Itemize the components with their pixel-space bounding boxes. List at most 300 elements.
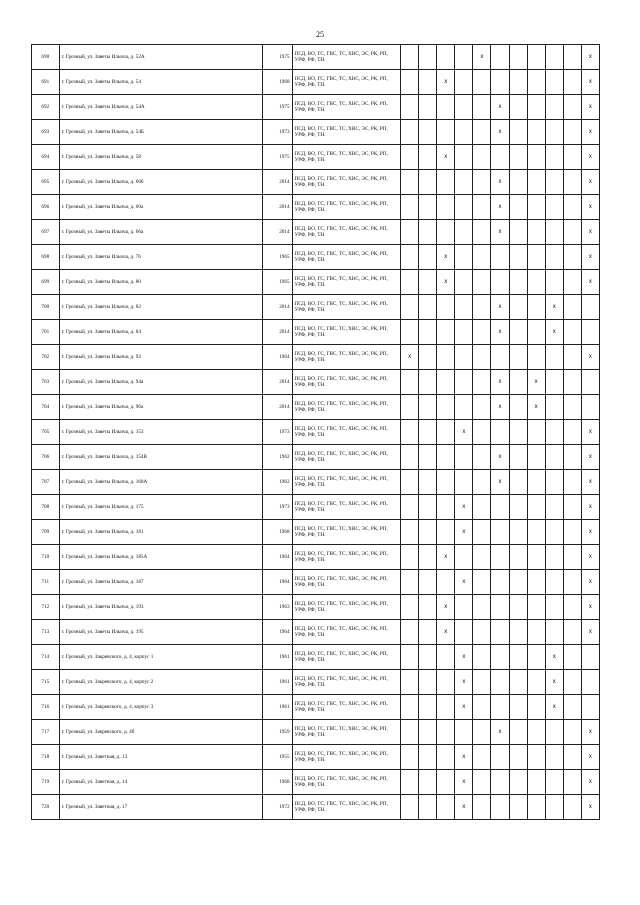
- mark-x: x: [491, 720, 509, 745]
- mark-cell: [473, 320, 491, 345]
- address-cell: г. Грозный, ул. Заветы Ильича, д. 195: [59, 620, 262, 645]
- mark-cell: [563, 45, 581, 70]
- mark-cell: [401, 120, 419, 145]
- mark-cell: [473, 770, 491, 795]
- mark-cell: [455, 620, 473, 645]
- mark-x: x: [545, 670, 563, 695]
- mark-cell: [473, 120, 491, 145]
- systems-cell: ПСД, ВО, ГС, ГВС, ТС, ХВС, ЭС, РК, РП, УРФ, РФ, ТН.: [292, 795, 400, 820]
- row-number: 696: [32, 195, 60, 220]
- mark-cell: [401, 395, 419, 420]
- mark-cell: [491, 795, 509, 820]
- mark-cell: [545, 395, 563, 420]
- table-row: [32, 620, 600, 645]
- address-cell: г. Грозный, ул. Заветы Ильича, д. 80: [59, 270, 262, 295]
- mark-cell: [437, 395, 455, 420]
- mark-cell: [509, 695, 527, 720]
- mark-cell: [419, 445, 437, 470]
- mark-cell: [527, 195, 545, 220]
- mark-cell: [563, 670, 581, 695]
- mark-cell: [401, 545, 419, 570]
- mark-cell: [473, 720, 491, 745]
- mark-cell: [437, 195, 455, 220]
- address-cell: г. Грозный, ул. Заветы Ильича, д. 96а: [59, 395, 262, 420]
- mark-x: x: [491, 120, 509, 145]
- mark-cell: [419, 70, 437, 95]
- mark-cell: [545, 345, 563, 370]
- mark-cell: [437, 570, 455, 595]
- year-cell: 1961: [262, 645, 292, 670]
- mark-cell: [473, 695, 491, 720]
- year-cell: 1963: [262, 595, 292, 620]
- mark-cell: [473, 495, 491, 520]
- year-cell: 1965: [262, 245, 292, 270]
- mark-cell: [563, 570, 581, 595]
- mark-cell: [491, 420, 509, 445]
- mark-cell: [455, 245, 473, 270]
- mark-cell: [563, 545, 581, 570]
- table-row: [32, 645, 600, 670]
- address-cell: г. Грозный, ул. Заветная, д. 13: [59, 745, 262, 770]
- mark-cell: [419, 395, 437, 420]
- address-cell: г. Грозный, ул. Заветы Ильича, д. 54Б: [59, 120, 262, 145]
- page-number: 25: [316, 30, 324, 39]
- mark-cell: [437, 520, 455, 545]
- mark-cell: [527, 545, 545, 570]
- mark-cell: [491, 270, 509, 295]
- mark-x: x: [455, 770, 473, 795]
- table-row: [32, 770, 600, 795]
- mark-cell: [545, 495, 563, 520]
- table-row: [32, 695, 600, 720]
- row-number: 708: [32, 495, 60, 520]
- mark-cell: [527, 645, 545, 670]
- row-number: 693: [32, 120, 60, 145]
- mark-x: x: [437, 595, 455, 620]
- table-row: [32, 345, 600, 370]
- mark-cell: [437, 745, 455, 770]
- address-cell: г. Грозный, ул. Заветы Ильича, д. 84: [59, 320, 262, 345]
- mark-cell: [401, 620, 419, 645]
- table-row: [32, 420, 600, 445]
- mark-cell: [545, 245, 563, 270]
- mark-cell: [545, 420, 563, 445]
- mark-cell: [563, 395, 581, 420]
- mark-cell: [491, 695, 509, 720]
- mark-x: x: [581, 620, 599, 645]
- mark-cell: [455, 195, 473, 220]
- mark-cell: [509, 395, 527, 420]
- mark-cell: [527, 220, 545, 245]
- mark-cell: [527, 470, 545, 495]
- mark-cell: [563, 645, 581, 670]
- mark-cell: [455, 395, 473, 420]
- row-number: 692: [32, 95, 60, 120]
- systems-cell: ПСД, ВО, ГС, ГВС, ТС, ХВС, ЭС, РК, РП, УРФ, РФ, ТН.: [292, 670, 400, 695]
- mark-cell: [545, 370, 563, 395]
- systems-cell: ПСД, ВО, ГС, ГВС, ТС, ХВС, ЭС, РК, РП, УРФ, РФ, ТН.: [292, 245, 400, 270]
- mark-cell: [491, 770, 509, 795]
- mark-x: x: [437, 145, 455, 170]
- mark-cell: [473, 570, 491, 595]
- mark-x: x: [581, 270, 599, 295]
- table-row: [32, 370, 600, 395]
- mark-cell: [563, 745, 581, 770]
- mark-cell: [401, 595, 419, 620]
- mark-cell: [437, 795, 455, 820]
- table-row: [32, 670, 600, 695]
- address-cell: г. Грозный, ул. Заветы Ильича, д. 54: [59, 70, 262, 95]
- mark-x: x: [581, 220, 599, 245]
- mark-cell: [509, 420, 527, 445]
- row-number: 714: [32, 645, 60, 670]
- mark-cell: [473, 395, 491, 420]
- mark-x: x: [401, 345, 419, 370]
- mark-cell: [473, 70, 491, 95]
- mark-cell: [419, 595, 437, 620]
- mark-cell: [419, 745, 437, 770]
- mark-cell: [545, 170, 563, 195]
- table-row: [32, 745, 600, 770]
- mark-cell: [545, 120, 563, 145]
- mark-x: x: [581, 570, 599, 595]
- mark-cell: [455, 220, 473, 245]
- address-cell: г. Грозный, ул. Заветы Ильича, д. 154В: [59, 445, 262, 470]
- mark-cell: [491, 495, 509, 520]
- systems-cell: ПСД, ВО, ГС, ГВС, ТС, ХВС, ЭС, РК, РП, УРФ, РФ, ТН.: [292, 320, 400, 345]
- address-cell: г. Грозный, ул. Заветы Ильича, д. 52А: [59, 45, 262, 70]
- mark-cell: [509, 770, 527, 795]
- table-row: [32, 95, 600, 120]
- mark-cell: [455, 70, 473, 95]
- mark-cell: [545, 270, 563, 295]
- address-cell: г. Грозный, ул. Заветы Ильича, д. 185А: [59, 545, 262, 570]
- mark-cell: [455, 270, 473, 295]
- mark-cell: [545, 70, 563, 95]
- mark-cell: [401, 570, 419, 595]
- mark-x: x: [491, 95, 509, 120]
- mark-cell: [581, 370, 599, 395]
- mark-cell: [401, 245, 419, 270]
- mark-x: x: [455, 645, 473, 670]
- mark-cell: [581, 645, 599, 670]
- mark-x: x: [491, 320, 509, 345]
- mark-cell: [473, 195, 491, 220]
- mark-cell: [455, 470, 473, 495]
- mark-cell: [419, 470, 437, 495]
- row-number: 699: [32, 270, 60, 295]
- systems-cell: ПСД, ВО, ГС, ГВС, ТС, ХВС, ЭС, РК, РП, УРФ, РФ, ТН.: [292, 545, 400, 570]
- address-cell: г. Грозный, ул. Заветы Ильича, д. 58: [59, 145, 262, 170]
- address-cell: г. Грозный, ул. Закревского, д. 4б: [59, 720, 262, 745]
- address-cell: г. Грозный, ул. Заветы Ильича, д. 160А: [59, 470, 262, 495]
- mark-cell: [473, 95, 491, 120]
- year-cell: 1973: [262, 420, 292, 445]
- mark-cell: [527, 145, 545, 170]
- row-number: 700: [32, 295, 60, 320]
- year-cell: 1961: [262, 695, 292, 720]
- mark-x: x: [437, 620, 455, 645]
- mark-x: x: [581, 545, 599, 570]
- mark-x: x: [491, 170, 509, 195]
- mark-cell: [455, 345, 473, 370]
- mark-cell: [473, 645, 491, 670]
- year-cell: 1964: [262, 620, 292, 645]
- mark-cell: [509, 595, 527, 620]
- mark-cell: [419, 370, 437, 395]
- mark-cell: [563, 795, 581, 820]
- mark-cell: [455, 595, 473, 620]
- mark-cell: [527, 420, 545, 445]
- mark-cell: [419, 645, 437, 670]
- mark-cell: [563, 345, 581, 370]
- mark-cell: [437, 645, 455, 670]
- mark-cell: [509, 745, 527, 770]
- mark-cell: [527, 720, 545, 745]
- row-number: 711: [32, 570, 60, 595]
- mark-x: x: [581, 45, 599, 70]
- mark-cell: [455, 295, 473, 320]
- mark-x: x: [455, 795, 473, 820]
- mark-cell: [491, 70, 509, 95]
- mark-cell: [527, 695, 545, 720]
- mark-x: x: [437, 545, 455, 570]
- mark-cell: [419, 320, 437, 345]
- mark-cell: [419, 295, 437, 320]
- mark-cell: [509, 620, 527, 645]
- mark-cell: [491, 645, 509, 670]
- mark-cell: [581, 395, 599, 420]
- table-row: [32, 545, 600, 570]
- mark-cell: [419, 195, 437, 220]
- mark-cell: [401, 295, 419, 320]
- systems-cell: ПСД, ВО, ГС, ГВС, ТС, ХВС, ЭС, РК, РП, УРФ, РФ, ТН.: [292, 270, 400, 295]
- mark-x: x: [545, 320, 563, 345]
- mark-cell: [527, 245, 545, 270]
- systems-cell: ПСД, ВО, ГС, ГВС, ТС, ХВС, ЭС, РК, РП, УРФ, РФ, ТН.: [292, 470, 400, 495]
- mark-cell: [509, 495, 527, 520]
- mark-cell: [401, 270, 419, 295]
- mark-cell: [509, 320, 527, 345]
- table-row: [32, 570, 600, 595]
- year-cell: 1968: [262, 70, 292, 95]
- mark-cell: [563, 120, 581, 145]
- mark-x: x: [581, 120, 599, 145]
- mark-cell: [491, 570, 509, 595]
- mark-cell: [545, 720, 563, 745]
- table-row: [32, 170, 600, 195]
- address-cell: г. Грозный, ул. Заветы Ильича, д. 181: [59, 520, 262, 545]
- mark-cell: [509, 545, 527, 570]
- address-cell: г. Грозный, ул. Заветы Ильича, д. 82: [59, 295, 262, 320]
- row-number: 716: [32, 695, 60, 720]
- table-row: [32, 795, 600, 820]
- mark-cell: [473, 420, 491, 445]
- row-number: 715: [32, 670, 60, 695]
- mark-cell: [401, 520, 419, 545]
- year-cell: 1962: [262, 470, 292, 495]
- mark-cell: [545, 770, 563, 795]
- mark-cell: [509, 45, 527, 70]
- mark-cell: [491, 545, 509, 570]
- year-cell: 1968: [262, 770, 292, 795]
- table-row: [32, 520, 600, 545]
- mark-cell: [563, 95, 581, 120]
- mark-x: x: [527, 395, 545, 420]
- mark-x: x: [545, 295, 563, 320]
- row-number: 718: [32, 745, 60, 770]
- mark-cell: [419, 620, 437, 645]
- mark-cell: [563, 320, 581, 345]
- mark-cell: [545, 595, 563, 620]
- mark-x: x: [581, 520, 599, 545]
- table-row: [32, 470, 600, 495]
- mark-cell: [419, 720, 437, 745]
- systems-cell: ПСД, ВО, ГС, ГВС, ТС, ХВС, ЭС, РК, РП, УРФ, РФ, ТН.: [292, 695, 400, 720]
- mark-cell: [401, 745, 419, 770]
- mark-cell: [437, 370, 455, 395]
- mark-cell: [401, 220, 419, 245]
- mark-cell: [509, 570, 527, 595]
- mark-x: x: [545, 645, 563, 670]
- systems-cell: ПСД, ВО, ГС, ГВС, ТС, ХВС, ЭС, РК, РП, УРФ, РФ, ТН.: [292, 195, 400, 220]
- year-cell: 1965: [262, 270, 292, 295]
- year-cell: 1961: [262, 670, 292, 695]
- systems-cell: ПСД, ВО, ГС, ГВС, ТС, ХВС, ЭС, РК, РП, УРФ, РФ, ТН.: [292, 520, 400, 545]
- mark-x: x: [437, 270, 455, 295]
- buildings-table: [31, 44, 600, 820]
- table-row: [32, 220, 600, 245]
- address-cell: г. Грозный, ул. Заветы Ильича, д. 66а: [59, 220, 262, 245]
- systems-cell: ПСД, ВО, ГС, ГВС, ТС, ХВС, ЭС, РК, РП, УРФ, РФ, ТН.: [292, 770, 400, 795]
- mark-cell: [455, 720, 473, 745]
- mark-cell: [473, 170, 491, 195]
- mark-cell: [401, 470, 419, 495]
- year-cell: 2014: [262, 320, 292, 345]
- mark-x: x: [455, 495, 473, 520]
- mark-cell: [401, 670, 419, 695]
- year-cell: 1973: [262, 120, 292, 145]
- mark-x: x: [581, 345, 599, 370]
- mark-cell: [563, 420, 581, 445]
- mark-x: x: [581, 595, 599, 620]
- mark-x: x: [491, 370, 509, 395]
- mark-cell: [437, 295, 455, 320]
- row-number: 720: [32, 795, 60, 820]
- table-row: [32, 720, 600, 745]
- mark-x: x: [581, 420, 599, 445]
- mark-cell: [401, 495, 419, 520]
- mark-cell: [491, 670, 509, 695]
- address-cell: г. Грозный, ул. Заветы Ильича, д. 193: [59, 595, 262, 620]
- mark-cell: [545, 570, 563, 595]
- mark-cell: [401, 170, 419, 195]
- mark-cell: [401, 720, 419, 745]
- mark-cell: [401, 45, 419, 70]
- mark-cell: [419, 695, 437, 720]
- mark-cell: [509, 370, 527, 395]
- mark-cell: [437, 770, 455, 795]
- mark-cell: [455, 545, 473, 570]
- mark-cell: [401, 145, 419, 170]
- mark-x: x: [581, 170, 599, 195]
- address-cell: г. Грозный, ул. Закревского, д. 4, корпус 2: [59, 670, 262, 695]
- mark-cell: [419, 770, 437, 795]
- mark-cell: [419, 345, 437, 370]
- mark-cell: [527, 745, 545, 770]
- mark-cell: [437, 170, 455, 195]
- mark-cell: [437, 45, 455, 70]
- mark-cell: [509, 195, 527, 220]
- mark-cell: [419, 570, 437, 595]
- mark-cell: [437, 720, 455, 745]
- mark-x: x: [455, 520, 473, 545]
- mark-cell: [437, 495, 455, 520]
- table-row: [32, 70, 600, 95]
- mark-cell: [437, 345, 455, 370]
- mark-cell: [527, 320, 545, 345]
- mark-x: x: [491, 220, 509, 245]
- systems-cell: ПСД, ВО, ГС, ГВС, ТС, ХВС, ЭС, РК, РП, УРФ, РФ, ТН.: [292, 120, 400, 145]
- mark-cell: [581, 295, 599, 320]
- mark-cell: [545, 545, 563, 570]
- table-row: [32, 595, 600, 620]
- systems-cell: ПСД, ВО, ГС, ГВС, ТС, ХВС, ЭС, РК, РП, УРФ, РФ, ТН.: [292, 420, 400, 445]
- row-number: 694: [32, 145, 60, 170]
- year-cell: 2014: [262, 170, 292, 195]
- mark-cell: [545, 745, 563, 770]
- mark-x: x: [581, 70, 599, 95]
- systems-cell: ПСД, ВО, ГС, ГВС, ТС, ХВС, ЭС, РК, РП, УРФ, РФ, ТН.: [292, 345, 400, 370]
- mark-cell: [563, 620, 581, 645]
- row-number: 690: [32, 45, 60, 70]
- year-cell: 1973: [262, 495, 292, 520]
- mark-cell: [563, 270, 581, 295]
- mark-cell: [401, 695, 419, 720]
- mark-cell: [419, 45, 437, 70]
- mark-cell: [437, 120, 455, 145]
- mark-cell: [527, 620, 545, 645]
- table-row: [32, 245, 600, 270]
- mark-cell: [563, 495, 581, 520]
- address-cell: г. Грозный, ул. Заветы Ильича, д. 76: [59, 245, 262, 270]
- year-cell: 1959: [262, 720, 292, 745]
- mark-x: x: [581, 245, 599, 270]
- mark-x: x: [581, 195, 599, 220]
- mark-x: x: [437, 245, 455, 270]
- table-row: [32, 445, 600, 470]
- mark-cell: [545, 795, 563, 820]
- mark-cell: [563, 195, 581, 220]
- mark-cell: [509, 170, 527, 195]
- table-row: [32, 320, 600, 345]
- table-row: [32, 395, 600, 420]
- mark-x: x: [473, 45, 491, 70]
- mark-cell: [563, 245, 581, 270]
- mark-cell: [455, 45, 473, 70]
- table-row: [32, 195, 600, 220]
- year-cell: 2014: [262, 195, 292, 220]
- mark-cell: [473, 545, 491, 570]
- mark-cell: [401, 420, 419, 445]
- mark-x: x: [581, 495, 599, 520]
- mark-cell: [509, 120, 527, 145]
- mark-cell: [563, 295, 581, 320]
- mark-x: x: [455, 420, 473, 445]
- mark-cell: [419, 220, 437, 245]
- mark-cell: [509, 145, 527, 170]
- address-cell: г. Грозный, ул. Заветы Ильича, д. 153: [59, 420, 262, 445]
